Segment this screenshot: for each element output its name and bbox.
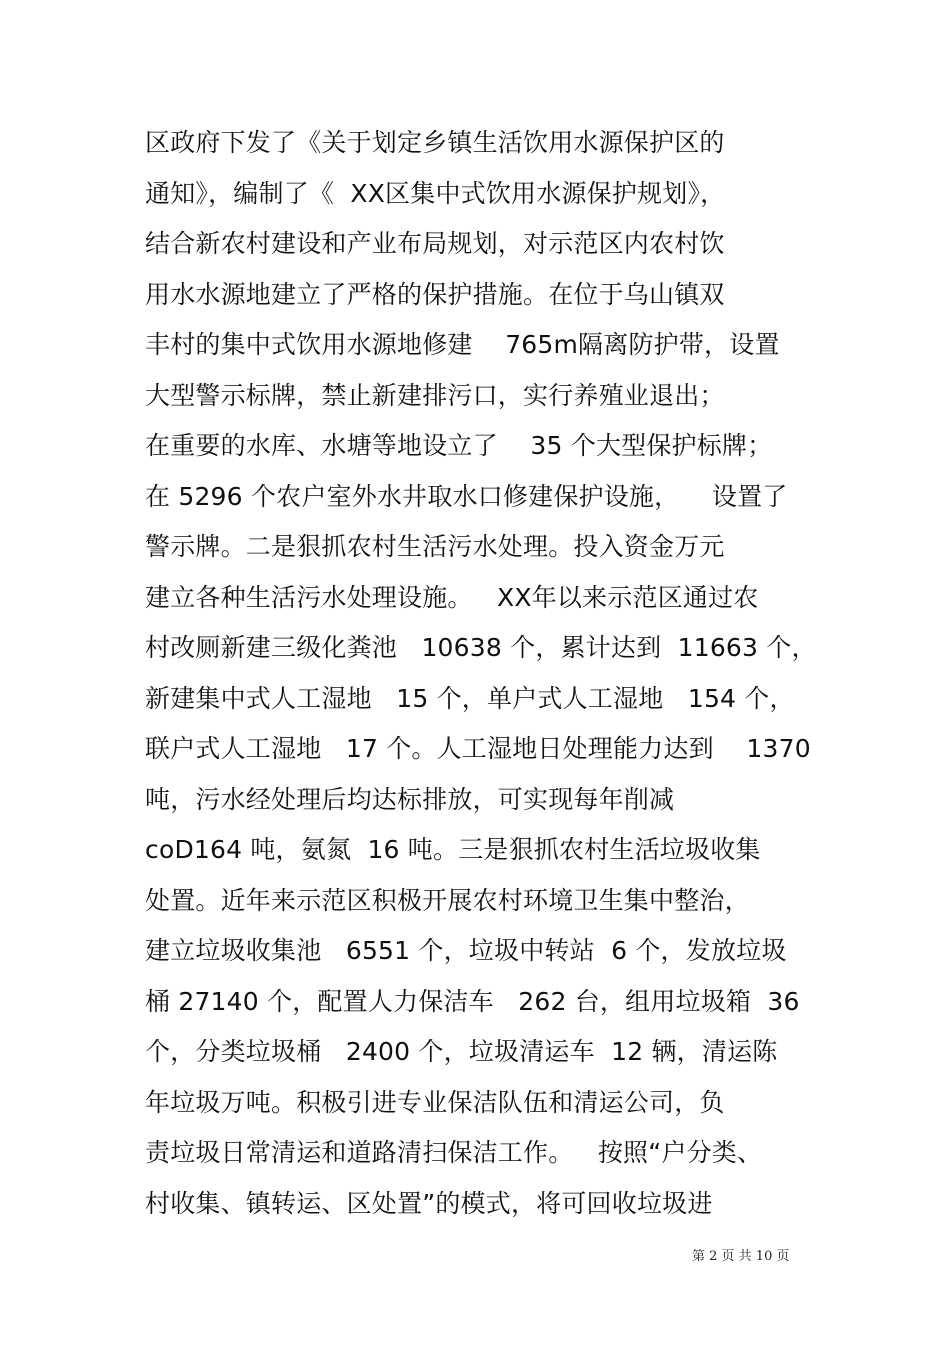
text-line: 区政府下发了《关于划定乡镇生活饮用水源保护区的 xyxy=(145,128,725,157)
text-line: 结合新农村建设和产业布局规划，对示范区内农村饮 xyxy=(145,229,725,258)
text-line: 吨，污水经处理后均达标排放，可实现每年削减 xyxy=(145,784,675,814)
text-line: 责垃圾日常清运和道路清扫保洁工作。 按照“户分类、 xyxy=(145,1138,763,1167)
text-line: 村收集、镇转运、区处置”的模式，将可回收垃圾进 xyxy=(145,1188,713,1218)
text-line: 年垃圾万吨。积极引进专业保洁队伍和清运公司，负 xyxy=(145,1087,725,1117)
text-line: 建立垃圾收集池 6551 个，垃圾中转站 6 个，发放垃圾 xyxy=(145,936,787,965)
body-text xyxy=(145,118,825,1229)
text-line: 在重要的水库、水塘等地设立了 35 个大型保护标牌； xyxy=(145,431,773,460)
text-line: coD164 吨，氨氮 16 吨。三是狠抓农村生活垃圾收集 xyxy=(145,835,761,864)
text-line: 用水水源地建立了严格的保护措施。在位于乌山镇双 xyxy=(145,279,725,309)
text-line: 桶 27140 个，配置人力保洁车 262 台，组用垃圾箱 36 xyxy=(145,986,800,1016)
text-line: 新建集中式人工湿地 15 个，单户式人工湿地 154 个， xyxy=(145,683,795,713)
text-line: 在 5296 个农户室外水井取水口修建保护设施， 设置了 xyxy=(145,481,788,511)
text-line: 大型警示标牌，禁止新建排污口，实行养殖业退出； xyxy=(145,380,725,410)
text-line: 村改厕新建三级化粪池 10638 个，累计达到 11663 个， xyxy=(145,633,817,662)
text-line: 建立各种生活污水处理设施。 XX年以来示范区通过农 xyxy=(145,582,759,612)
text-line: 个，分类垃圾桶 2400 个，垃圾清运车 12 辆，清运陈 xyxy=(145,1037,778,1066)
text-line: 丰村的集中式饮用水源地修建 765m隔离防护带，设置 xyxy=(145,330,780,359)
text-line: 通知》，编制了《 XX区集中式饮用水源保护规划》， xyxy=(145,178,726,208)
text-line: 警示牌。二是狠抓农村生活污水处理。投入资金万元 xyxy=(145,532,725,561)
page-number: 第 2 页 共 10 页 xyxy=(692,1249,790,1264)
text-line: 联户式人工湿地 17 个。人工湿地日处理能力达到 1370 xyxy=(145,734,811,763)
text-line: 处置。近年来示范区积极开展农村环境卫生集中整治， xyxy=(145,885,750,915)
